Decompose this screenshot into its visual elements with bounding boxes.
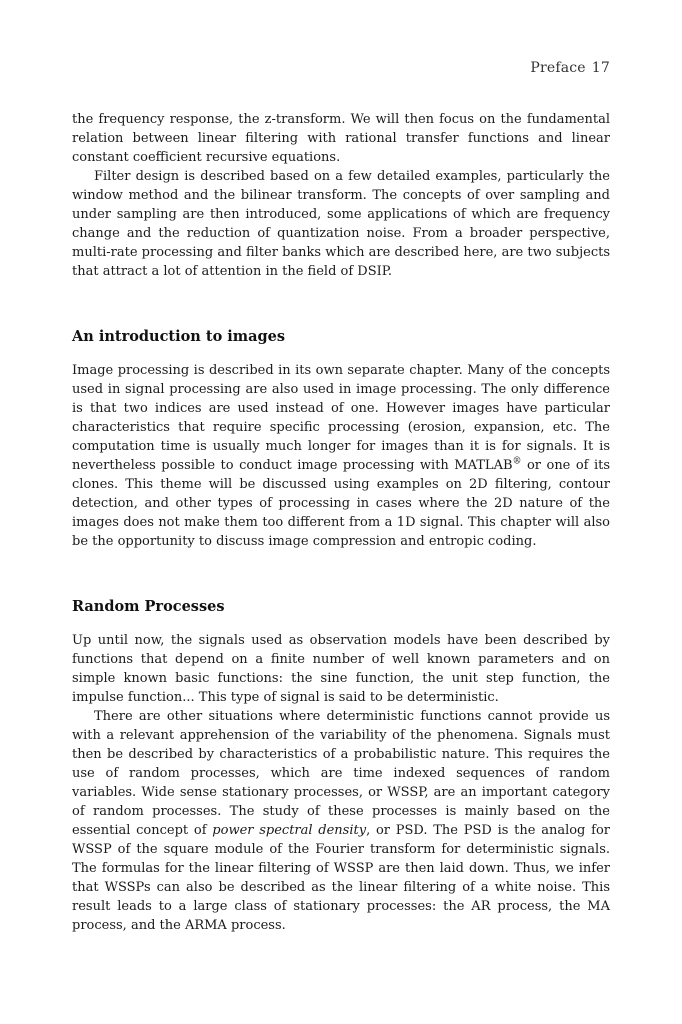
- images-text-after-mark: or one of its clones. This theme will be discussed using examples on 2D filtering, contour detection, and other types of processing in cases where the 2D nature of the images does not make them too different from a 1D signal. This chapter will also be the opportunity to discuss image compression and entropic coding.: [72, 458, 610, 549]
- registered-mark: ®: [512, 456, 522, 467]
- random-text-after-emphasis: , or PSD. The PSD is the analog for WSSP of the square module of the Fourier transform for deterministic signals. The formulas for the linear filtering of WSSP are then laid down. Thus, we infer that WSSPs can also be described as the linear filtering of a white noise. This result leads to a large class of stationary processes: the AR process, the MA process, and the ARMA process.: [72, 823, 610, 933]
- book-page: [72, 58, 610, 935]
- emphasis-term: power spectral density: [212, 823, 367, 838]
- images-text-before-mark: Image processing is described in its own separate chapter. Many of the concepts used in signal processing are also used in image processing. The only difference is that two indices are used instead of one. However images have particular characteristics that require specific processing (erosion, expansion, etc. The computation time is usually much longer for images than it is for signals. It is nevertheless possible to conduct image processing with MATLAB: [72, 363, 610, 473]
- intro-paragraph-2: Filter design is described based on a few detailed examples, particularly the window method and the bilinear transform. The concepts of over sampling and under sampling are then introduced, some applications of which are frequency change and the reduction of quantization noise. From a broader perspective, multi-rate processing and filter banks which are described here, are two subjects that attract a lot of attention in the field of DSIP.: [72, 169, 610, 279]
- random-paragraph-1: Up until now, the signals used as observation models have been described by functions that depend on a finite number of well known parameters and on simple known basic functions: the sine function, the unit step function, the impulse function... This type of signal is said to be deterministic.: [72, 633, 610, 705]
- section-heading-images: An introduction to images: [72, 328, 286, 345]
- section-heading-random: Random Processes: [72, 598, 225, 615]
- intro-paragraph-1: the frequency response, the z-transform. We will then focus on the fundamental relation between linear filtering with rational transfer functions and linear constant coefficient recursive equations.: [72, 112, 610, 165]
- random-text-before-emphasis: There are other situations where deterministic functions cannot provide us with a relevant apprehension of the variability of the phenomena. Signals must then be described by characteristics of a probabilistic nature. This requires the use of random processes, which are time indexed sequences of random variables. Wide sense stationary processes, or WSSP, are an important category of random processes. The study of these processes is mainly based on the essential concept of: [72, 709, 610, 838]
- images-paragraph-1: [72, 361, 610, 551]
- running-head: [72, 58, 610, 78]
- page-number: 17: [591, 60, 610, 76]
- running-title: Preface: [530, 60, 586, 76]
- random-paragraph-2: [72, 707, 610, 935]
